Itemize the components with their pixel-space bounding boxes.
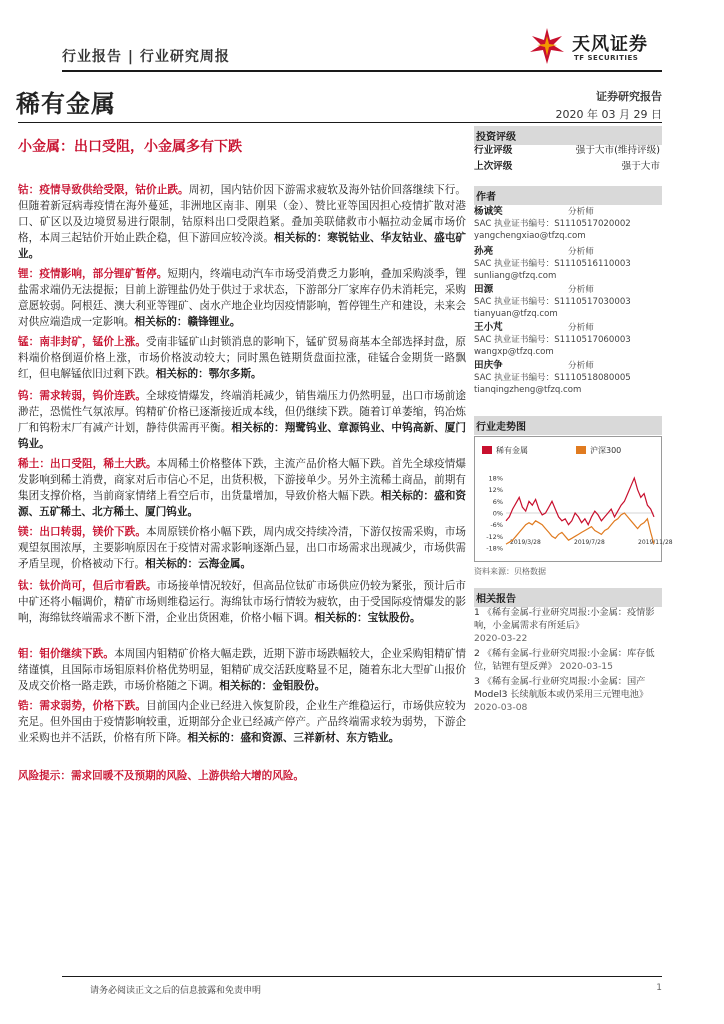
paragraph-body: 本周稀土价格整体下跌，主流产品价格大幅下跌。首先全球疫情爆发影响到稀土消费，商家对后市信心不足，出货积极，下游接单少。另外主流稀土商品，前期有集团支撑价格，当前商家情绪上看空后市，出货量增加，导致价格大幅下跌。 [18,458,467,502]
analyst-sac: SAC 执业证书编号：S1110517060003 [474,335,631,345]
logo-icon [524,26,570,66]
paragraph-lead: 钴：疫情导致供给受限，钴价止跌。 [18,184,189,196]
paragraph-related: 相关标的：盛和资源、三祥新材、东方锆业。 [187,732,400,744]
paragraph-lead: 锂：疫情影响，部分锂矿暂停。 [18,268,168,280]
related-report-item[interactable] [474,606,662,645]
rating-heading: 投资评级 [474,126,662,145]
analyst-sac: SAC 执业证书编号：S1110517020002 [474,219,631,229]
analyst-email[interactable]: wangxp@tfzq.com [474,347,554,357]
paragraph-lead: 钛：钛价尚可，但后市看跌。 [18,580,157,592]
legend-swatch-series-1 [482,446,492,454]
paragraph-body: 市场接单情况较好，但高品位钛矿市场供应仍较为紧张，预计后市中矿还将小幅调价，精矿市场则维稳运行。海绵钛市场行情较为疲软，由于受国际疫情爆发的影响，海绵钛终端需求不断下滑，企业出货困难，价格小幅下调。 [18,580,467,624]
report-date: 2020 年 03 月 29 日 [555,108,662,121]
paragraph-lithium [18,266,466,330]
logo-name-en: TF SECURITIES [574,54,639,62]
related-report-date: 2020-03-22 [474,633,528,644]
paragraph-related: 相关标的：宝钛股份。 [314,612,421,624]
rating-row [474,142,662,156]
footer-disclaimer: 请务必阅读正文之后的信息披露和免责申明 [90,986,262,996]
analyst-role: 分析师 [568,247,594,257]
y-tick-label: 6% [492,497,503,506]
report-subtitle: 小金属：出口受阻，小金属多有下跌 [18,139,242,155]
rating-value: 强于大市(维持评级) [575,145,660,156]
industry-trend-chart [474,436,673,562]
analyst-name: 田源 [474,284,494,295]
analyst-entry [474,322,662,358]
paragraph-related: 相关标的：云海金属。 [145,558,252,570]
page-number: 1 [656,983,662,993]
rating-key: 行业评级 [474,145,513,156]
analyst-name: 田庆争 [474,360,503,371]
rating-value: 强于大市 [621,161,660,172]
paragraph-body: 本周原镁价格小幅下跌，周内成交持续冷清，下游仅按需采购，市场观望氛围浓厚，主要影响原因在于疫情对需求影响逐渐凸显，出口市场需求出现减少，市场供需矛盾呈现，价格被动下行。 [18,526,467,570]
paragraph-related: 相关标的：赣锋锂业。 [134,316,241,328]
x-tick-label: 2019/11/28 [638,539,673,547]
related-reports-list [474,606,662,714]
report-type: 证券研究报告 [596,90,662,103]
x-tick-label: 2019/7/28 [574,539,605,547]
title-rule [18,122,662,123]
legend-label-series-1: 稀有金属 [496,446,528,455]
page-title: 稀有金属 [16,90,116,118]
analyst-sac: SAC 执业证书编号：S1110517030003 [474,297,631,307]
related-report-item[interactable] [474,675,662,714]
rating-row [474,158,662,172]
paragraph-titanium [18,578,466,626]
paragraph-manganese [18,334,466,382]
risk-warning: 风险提示：需求回暖不及预期的风险、上游供给大增的风险。 [18,770,305,782]
y-tick-label: -12% [486,532,503,541]
paragraph-rare-earth [18,456,466,520]
related-heading: 相关报告 [474,588,662,607]
analyst-email[interactable]: tianyuan@tfzq.com [474,309,558,319]
paragraph-body: 短期内，终端电动汽车市场受消费乏力影响，叠加采购淡季，锂盐需求端仍无法提振；目前上游锂盐仍处于供过于求状态，下游部分厂家库存仍未消耗完，采购意愿较弱。阿根廷、澳大利亚等锂矿、卤水产地企业均因疫情影响，暂停锂生产和建设，未来会对供应端造成一定影响。 [18,268,466,328]
analyst-role: 分析师 [568,207,594,217]
paragraph-body: 周初，国内钴价因下游需求疲软及海外钴价回落继续下行。但随着新冠病毒疫情在海外蔓延，非洲地区南非、刚果（金）、赞比亚等国因担心疫情扩散对港口、矿区以及边境贸易进行限制，钴原料出口受限趋紧。叠加美联储救市小幅拉动金属市场价格，本周三起钴价开始止跌企稳，但下游回应较冷淡。 [18,184,467,244]
logo-name-cn: 天风证券 [572,34,648,55]
paragraph-body: 全球疫情爆发，终端消耗减少，销售端压力仍然明显，出口市场前途渺茫，恐慌性气氛浓厚。钨精矿价格已逐渐接近成本线，但仍继续下跌。随着订单萎缩，钨冶炼厂和钨粉末厂有减产计划，静待供需再平衡。 [18,390,467,434]
legend-label-series-2: 沪深300 [590,446,622,455]
y-tick-label: 12% [488,486,503,495]
paragraph-body: 受南非锰矿山封锁消息的影响下，锰矿贸易商基本全部选择封盘，原料端价格倒逼价格上涨，市场价格波动较大；同时黑色链期货盘面拉涨，硅锰合金期货一路飘红，但电解锰依旧过剩下跌。 [18,336,467,380]
trend-heading: 行业走势图 [474,416,662,435]
paragraph-lead: 锰：南非封矿，锰价上涨。 [18,336,147,348]
y-tick-label: 18% [488,474,503,483]
analyst-name: 孙亮 [474,246,494,257]
paragraph-lead: 稀土：出口受阻，稀土大跌。 [18,458,157,470]
y-tick-label: 0% [492,509,503,518]
paragraph-related: 相关标的：盛和资源、五矿稀土、北方稀土、厦门钨业。 [18,490,467,518]
analyst-sac: SAC 执业证书编号：S1110518080005 [474,373,631,383]
company-logo [520,22,700,72]
paragraph-related: 相关标的：寒锐钴业、华友钴业、盛屯矿业。 [18,232,467,260]
analyst-email[interactable]: yangchengxiao@tfzq.com [474,231,586,241]
paragraph-lead: 钼：钼价继续下跌。 [18,648,115,660]
paragraph-lead: 镁：出口转弱，镁价下跌。 [18,526,147,538]
chart-source: 资料来源：贝格数据 [474,567,546,576]
analyst-entry [474,284,662,320]
related-report-item[interactable] [474,647,662,673]
paragraph-body: 目前国内企业已经进入恢复阶段，企业生产维稳运行，市场供应较为充足。但外国由于疫情影响较重，近期部分企业已经减产停产。产品终端需求较为弱势，下游企业采购也并不活跃，价格有所下降。 [18,700,467,744]
related-report-title[interactable]: 1 《稀有金属-行业研究周报:小金属：疫情影响，小金属需求有所延后》 [474,607,655,631]
analyst-name: 杨诚笑 [474,206,503,217]
related-report-date: 2020-03-08 [474,702,528,713]
paragraph-zirconium [18,698,466,746]
y-tick-label: -6% [490,521,503,530]
paragraph-magnesium [18,524,466,572]
related-report-title[interactable]: 2 《稀有金属-行业研究周报:小金属：库存低位，钴锂有望反弹》 [474,648,655,672]
analyst-entry [474,360,662,396]
related-report-date: 2020-03-15 [559,661,614,672]
y-tick-label: -18% [486,544,503,553]
authors-heading: 作者 [474,186,662,205]
x-tick-label: 2019/3/28 [510,539,541,547]
rating-key: 上次评级 [474,161,513,172]
analyst-email[interactable]: sunliang@tfzq.com [474,271,557,281]
analyst-entry [474,246,662,282]
analyst-entry [474,206,662,242]
analyst-email[interactable]: tianqingzheng@tfzq.com [474,385,582,395]
related-report-title[interactable]: 3 《稀有金属-行业研究周报:小金属：国产 Model3 长续航版本或仍采用三元锂电池》 [474,676,649,700]
paragraph-lead: 锆：需求弱势，价格下跌。 [18,700,147,712]
analyst-role: 分析师 [568,285,594,295]
paragraph-related: 相关标的：金钼股份。 [219,680,326,692]
paragraph-body: 本周国内钼精矿价格大幅走跌，近期下游市场跌幅较大，企业采购钼精矿情绪谨慎，且国际市场钼原料价格优势明显，钼精矿成交活跃度略显不足，随着东北大型矿山报价及成交价格一路走跌，市场价格随之下调。 [18,648,466,692]
paragraph-related: 相关标的：鄂尔多斯。 [155,368,262,380]
paragraph-tungsten [18,388,466,452]
analyst-sac: SAC 执业证书编号：S1110516110003 [474,259,631,269]
footer-rule [62,976,662,977]
legend-swatch-series-2 [576,446,586,454]
paragraph-related: 相关标的：翔鹭钨业、章源钨业、中钨高新、厦门钨业。 [18,422,467,450]
paragraph-cobalt [18,182,466,262]
report-category: 行业报告 | 行业研究周报 [62,49,230,65]
paragraph-molybdenum [18,646,466,694]
paragraph-lead: 钨：需求转弱，钨价连跌。 [18,390,147,402]
analyst-role: 分析师 [568,323,594,333]
analyst-role: 分析师 [568,361,594,371]
analyst-name: 王小芃 [474,322,503,333]
header-rule [62,70,662,72]
